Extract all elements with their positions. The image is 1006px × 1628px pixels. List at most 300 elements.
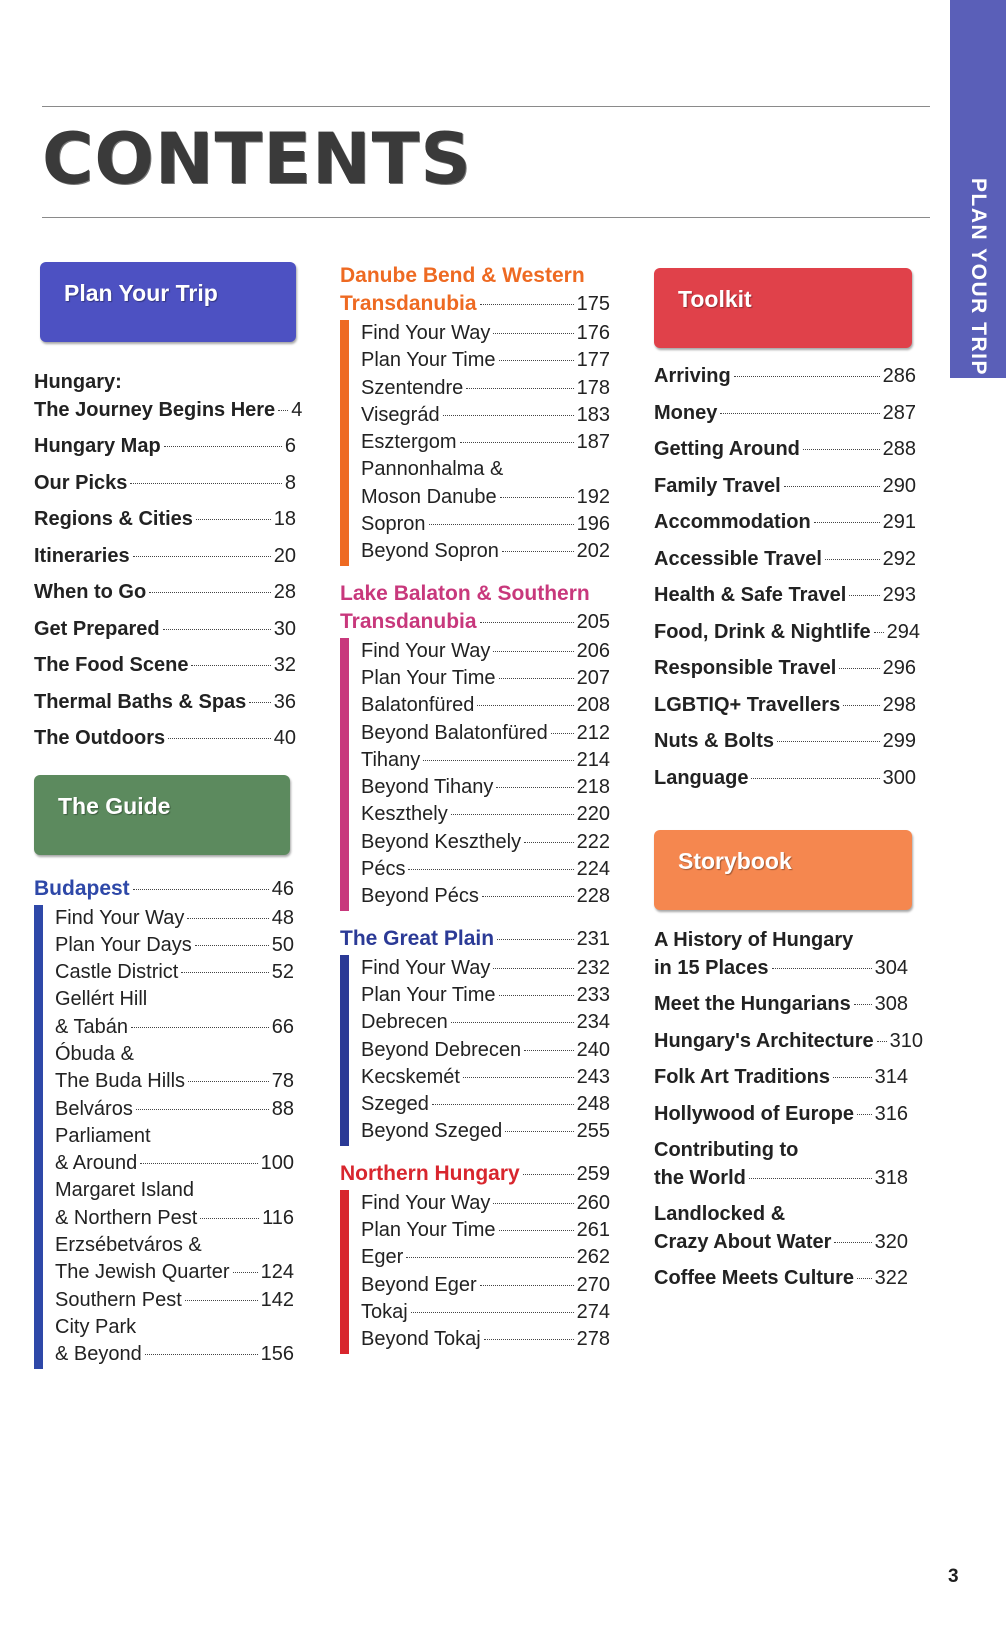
toc-entry[interactable]	[34, 542, 296, 579]
toc-entry[interactable]	[654, 399, 916, 436]
subsection-label: Southern Pest	[55, 1288, 182, 1311]
dot-leader	[751, 778, 879, 779]
dot-leader	[191, 665, 270, 666]
toc-entry[interactable]	[34, 578, 296, 615]
subsection-page: 243	[576, 1065, 610, 1088]
toc-entry[interactable]	[654, 926, 908, 982]
entry-page: 299	[882, 730, 916, 752]
subsection-page: 228	[576, 885, 610, 908]
toc-entry[interactable]	[654, 691, 916, 728]
subsection-page: 196	[576, 513, 610, 536]
dot-leader	[195, 945, 269, 946]
northern-hungary-section	[340, 1160, 610, 1354]
dot-leader	[493, 651, 573, 652]
entry-label: Meet the Hungarians	[654, 993, 851, 1015]
dot-leader	[451, 814, 574, 815]
subsection-list	[34, 905, 294, 1369]
subsection-page: 100	[260, 1152, 294, 1175]
subsection-page: 50	[271, 933, 294, 956]
entry-label: Our Picks	[34, 471, 128, 494]
entry-label: The Food Scene	[34, 654, 189, 676]
section-page: 259	[576, 1162, 610, 1185]
dot-leader	[499, 360, 574, 361]
subsection-page: 192	[576, 485, 610, 508]
entry-label: Arriving	[654, 365, 731, 387]
subsection-page: 88	[271, 1097, 294, 1120]
subsection-label: Castle District	[55, 961, 179, 984]
entry-label: Responsible Travel	[654, 657, 837, 679]
subsection-entry[interactable]	[361, 1326, 610, 1353]
side-tab-label: PLAN YOUR TRIP	[967, 178, 990, 376]
subsection-label: Tokaj	[361, 1300, 408, 1323]
section-title-line1: Lake Balaton & Southern	[340, 581, 590, 605]
dot-leader	[136, 1109, 269, 1110]
entry-label: Coffee Meets Culture	[654, 1267, 855, 1289]
entry-label-line1: Landlocked &	[654, 1203, 786, 1225]
subsection-entry[interactable]	[361, 955, 610, 982]
entry-label: Hungary's Architecture	[654, 1029, 874, 1052]
toc-entry[interactable]	[654, 990, 908, 1027]
subsection-list	[340, 320, 610, 566]
subsection-label: Beyond Tokaj	[361, 1328, 481, 1351]
subsection-page: 66	[271, 1015, 294, 1038]
subsection-page: 233	[576, 983, 610, 1006]
section-title-row	[34, 875, 294, 903]
dot-leader	[874, 632, 884, 633]
plan-list	[34, 368, 303, 761]
subsection-label-line1: Pannonhalma &	[361, 458, 504, 481]
subsection-entry[interactable]	[361, 511, 610, 538]
entry-page: 296	[882, 657, 916, 679]
subsection-label: Beyond Sopron	[361, 540, 499, 563]
subsection-page: 222	[576, 830, 610, 853]
entry-page: 310	[889, 1029, 924, 1052]
entry-label-line1: Contributing to	[654, 1139, 799, 1161]
subsection-entry[interactable]	[361, 484, 610, 511]
dot-leader	[140, 1163, 257, 1164]
entry-label: the World	[654, 1167, 746, 1189]
entry-label: Health & Safe Travel	[654, 584, 847, 606]
subsection-page: 274	[576, 1300, 610, 1323]
subsection-entry[interactable]	[361, 883, 610, 910]
entry-page: 30	[273, 617, 296, 640]
dot-leader	[466, 388, 573, 389]
subsection-entry[interactable]	[361, 1217, 610, 1244]
toc-entry[interactable]	[654, 1264, 908, 1301]
dot-leader	[720, 413, 879, 414]
subsection-entry[interactable]	[55, 1341, 294, 1368]
section-page: 46	[271, 877, 294, 900]
subsection-entry[interactable]	[55, 1068, 294, 1095]
entry-label: Accommodation	[654, 511, 811, 533]
entry-line2	[654, 1228, 908, 1256]
entry-page: 316	[874, 1102, 908, 1125]
subsection-label: Pécs	[361, 858, 406, 881]
dot-leader	[482, 896, 574, 897]
entry-label: The Outdoors	[34, 727, 166, 749]
dot-leader	[502, 551, 574, 552]
section-page: 175	[576, 293, 610, 315]
subsection-label: & Beyond	[55, 1343, 142, 1366]
subsection-label: Kecskemét	[361, 1065, 460, 1088]
dot-leader	[825, 559, 880, 560]
dot-leader	[484, 1339, 574, 1340]
section-title: The Great Plain	[340, 926, 495, 950]
subsection-label: Debrecen	[361, 1011, 448, 1034]
section-title-row	[340, 1160, 610, 1188]
subsection-list	[340, 638, 610, 911]
subsection-page: 124	[260, 1261, 294, 1284]
entry-page: 287	[882, 401, 916, 424]
dot-leader	[187, 918, 268, 919]
dot-leader	[524, 842, 574, 843]
subsection-label-line1: Parliament	[55, 1124, 151, 1147]
subsection-entry[interactable]	[361, 1064, 610, 1091]
dot-leader	[839, 668, 879, 669]
toc-entry[interactable]	[34, 432, 296, 469]
entry-label: When to Go	[34, 581, 147, 603]
entry-label: Hungary Map	[34, 435, 161, 457]
entry-page: 28	[273, 581, 296, 603]
title-rule	[42, 217, 930, 218]
dot-leader	[496, 787, 573, 788]
toc-entry[interactable]	[34, 651, 296, 688]
subsection-entry[interactable]	[55, 1205, 294, 1232]
subsection-page: 224	[576, 858, 610, 881]
subsection-label: Plan Your Time	[361, 666, 496, 689]
dot-leader	[843, 705, 879, 706]
dot-leader	[734, 376, 880, 377]
dot-leader	[784, 486, 880, 487]
entry-page: 292	[882, 547, 916, 570]
subsection-page: 178	[576, 376, 610, 399]
subsection-label: Eger	[361, 1246, 404, 1269]
subsection-entry[interactable]	[361, 1118, 610, 1145]
dot-leader	[857, 1278, 872, 1279]
subsection-label-line1: Erzsébetváros &	[55, 1234, 202, 1257]
subsection-label: Beyond Keszthely	[361, 830, 522, 853]
entry-page: 36	[273, 690, 296, 713]
subsection-entry[interactable]	[55, 932, 294, 959]
dot-leader	[164, 446, 282, 447]
subsection-label: Esztergom	[361, 431, 457, 454]
dot-leader	[188, 1081, 269, 1082]
subsection-page: 278	[576, 1328, 610, 1351]
subsection-page: 142	[260, 1288, 294, 1311]
subsection-label: Find Your Way	[361, 322, 491, 344]
dot-leader	[772, 968, 872, 969]
toc-entry[interactable]	[654, 727, 916, 764]
dot-leader	[145, 1354, 258, 1355]
toc-entry[interactable]	[34, 469, 296, 506]
guide-heading: The Guide	[58, 792, 171, 819]
dot-leader	[849, 595, 879, 596]
subsection-label-line1: Gellért Hill	[55, 988, 148, 1011]
dot-leader	[130, 483, 281, 484]
subsection-entry[interactable]	[361, 1037, 610, 1064]
entry-page: 294	[886, 620, 921, 643]
entry-page: 20	[273, 544, 296, 567]
subsection-entry[interactable]	[361, 1272, 610, 1299]
subsection-label: Beyond Szeged	[361, 1120, 503, 1143]
entry-label: Language	[654, 766, 749, 789]
dot-leader	[200, 1218, 259, 1219]
subsection-label: The Jewish Quarter	[55, 1261, 230, 1284]
toolkit-banner[interactable]	[654, 268, 912, 348]
subsection-entry[interactable]	[361, 720, 610, 747]
subsection-entry[interactable]	[361, 402, 610, 429]
section-title: Budapest	[34, 876, 130, 900]
dot-leader	[499, 995, 574, 996]
subsection-page: 261	[576, 1219, 610, 1242]
subsection-page: 212	[576, 721, 610, 744]
section-heading[interactable]	[34, 875, 294, 903]
subsection-entry[interactable]	[361, 801, 610, 828]
dot-leader	[131, 1027, 269, 1028]
dot-leader	[777, 741, 880, 742]
entry-page: 6	[284, 435, 296, 457]
subsection-entry[interactable]	[361, 1299, 610, 1326]
subsection-label: Plan Your Days	[55, 933, 192, 956]
dot-leader	[181, 972, 268, 973]
subsection-page: 78	[271, 1070, 294, 1093]
entry-label: The Journey Begins Here	[34, 399, 276, 421]
dot-leader	[749, 1178, 872, 1179]
subsection-page: 234	[576, 1011, 610, 1034]
dot-leader	[551, 733, 574, 734]
subsection-page: 218	[576, 776, 610, 799]
toc-entry[interactable]	[654, 1136, 908, 1192]
storybook-heading: Storybook	[678, 848, 792, 874]
subsection-label-line1: Margaret Island	[55, 1179, 194, 1202]
subsection-entry[interactable]	[55, 1150, 294, 1177]
dot-leader	[406, 1257, 573, 1258]
great-plain-section	[340, 925, 610, 1146]
subsection-label: Sopron	[361, 513, 426, 536]
dot-leader	[524, 1050, 574, 1051]
budapest-section	[34, 875, 294, 1369]
subsection-page: 176	[576, 322, 610, 344]
toc-entry[interactable]	[34, 368, 303, 424]
subsection-page: 214	[576, 748, 610, 771]
entry-line2	[654, 954, 908, 982]
subsection-label: Beyond Eger	[361, 1273, 477, 1296]
subsection-page: 202	[576, 540, 610, 563]
toc-entry[interactable]	[654, 764, 916, 801]
subsection-entry[interactable]	[361, 1190, 610, 1217]
section-title-row	[340, 290, 610, 318]
toc-entry[interactable]	[654, 1100, 908, 1137]
dot-leader	[463, 1077, 574, 1078]
dot-leader	[834, 1242, 871, 1243]
subsection-page: 220	[576, 803, 610, 826]
subsection-entry[interactable]	[361, 982, 610, 1009]
dot-leader	[185, 1300, 258, 1301]
entry-label: Getting Around	[654, 438, 800, 460]
dot-leader	[877, 1041, 887, 1042]
subsection-label: Plan Your Time	[361, 349, 496, 372]
entry-label: Regions & Cities	[34, 508, 193, 530]
subsection-label: The Buda Hills	[55, 1070, 186, 1093]
dot-leader	[423, 760, 573, 761]
dot-leader	[480, 304, 574, 305]
entry-page: 286	[882, 365, 916, 387]
storybook-banner[interactable]	[654, 830, 912, 910]
subsection-entry[interactable]	[361, 320, 610, 347]
toc-entry[interactable]	[654, 1200, 908, 1256]
subsection-page: 187	[576, 431, 610, 454]
section-heading[interactable]	[340, 580, 610, 636]
dot-leader	[480, 622, 574, 623]
toc-entry[interactable]	[654, 472, 916, 509]
subsection-page: 232	[576, 956, 610, 979]
toc-entry[interactable]	[34, 505, 296, 542]
subsection-entry[interactable]	[361, 638, 610, 665]
subsection-entry[interactable]	[361, 1009, 610, 1036]
subsection-entry[interactable]	[361, 538, 610, 565]
subsection-label: Keszthely	[361, 803, 448, 826]
dot-leader	[854, 1004, 872, 1005]
dot-leader	[500, 497, 574, 498]
entry-page: 318	[874, 1167, 908, 1189]
section-heading[interactable]	[340, 262, 610, 318]
entry-page: 4	[291, 399, 303, 421]
dot-leader	[149, 592, 271, 593]
subsection-label: Szeged	[361, 1093, 429, 1116]
subsection-entry[interactable]	[361, 347, 610, 374]
middle-column	[340, 262, 610, 1354]
subsection-entry[interactable]	[55, 959, 294, 986]
subsection-page: 177	[576, 349, 610, 372]
dot-leader	[493, 1203, 573, 1204]
subsection-label: Visegrád	[361, 403, 440, 426]
subsection-page: 240	[576, 1038, 610, 1061]
subsection-page: 52	[271, 961, 294, 984]
dot-leader	[233, 1272, 258, 1273]
section-heading[interactable]	[340, 925, 610, 953]
section-heading[interactable]	[340, 1160, 610, 1188]
entry-label: Food, Drink & Nightlife	[654, 620, 871, 643]
the-guide-banner[interactable]	[34, 775, 290, 855]
dot-leader	[803, 449, 880, 450]
entry-label: Family Travel	[654, 474, 781, 497]
subsection-entry[interactable]	[55, 1287, 294, 1314]
toc-entry[interactable]	[654, 362, 916, 399]
entry-label: Folk Art Traditions	[654, 1066, 830, 1088]
subsection-entry[interactable]	[55, 1259, 294, 1286]
subsection-label: Plan Your Time	[361, 983, 496, 1006]
subsection-entry[interactable]	[55, 905, 294, 932]
dot-leader	[814, 522, 880, 523]
plan-heading: Plan Your Trip	[64, 280, 218, 306]
subsection-entry[interactable]	[361, 1244, 610, 1271]
toc-entry[interactable]	[654, 545, 916, 582]
side-tab	[950, 0, 1006, 378]
subsection-entry[interactable]	[361, 665, 610, 692]
plan-your-trip-banner[interactable]	[40, 262, 296, 342]
subsection-label: Moson Danube	[361, 485, 497, 508]
subsection-entry[interactable]	[361, 692, 610, 719]
subsection-entry[interactable]	[361, 375, 610, 402]
right-column	[654, 268, 924, 1301]
subsection-page: 183	[576, 403, 610, 426]
subsection-entry[interactable]	[55, 1014, 294, 1041]
toc-entry[interactable]	[34, 724, 296, 761]
subsection-label: & Around	[55, 1152, 138, 1175]
subsection-list	[340, 1190, 610, 1354]
dot-leader	[477, 705, 573, 706]
entry-page: 314	[874, 1066, 908, 1088]
subsection-entry[interactable]	[361, 1091, 610, 1118]
toc-entry[interactable]	[34, 615, 296, 652]
entry-page: 18	[273, 508, 296, 530]
left-column	[34, 262, 304, 1369]
subsection-page: 208	[576, 694, 610, 717]
toc-entry[interactable]	[654, 1027, 924, 1064]
section-title: Northern Hungary	[340, 1161, 520, 1185]
entry-line2	[654, 1164, 908, 1192]
toc-entry[interactable]	[654, 508, 916, 545]
subsection-page: 260	[576, 1191, 610, 1214]
section-title-row	[340, 608, 610, 636]
dot-leader	[493, 968, 573, 969]
subsection-label-line1: City Park	[55, 1315, 137, 1338]
subsection-label: Find Your Way	[361, 956, 491, 979]
toc-entry[interactable]	[654, 654, 916, 691]
dot-leader	[278, 410, 288, 411]
entry-page: 304	[874, 957, 908, 979]
subsection-entry[interactable]	[361, 856, 610, 883]
subsection-entry[interactable]	[361, 747, 610, 774]
subsection-entry[interactable]	[55, 1096, 294, 1123]
subsection-page: 262	[576, 1246, 610, 1269]
dot-leader	[480, 1285, 574, 1286]
subsection-list	[340, 955, 610, 1146]
entry-label-line1: Hungary:	[34, 371, 122, 393]
subsection-entry[interactable]	[361, 429, 610, 456]
toc-entry[interactable]	[654, 581, 916, 618]
subsection-entry[interactable]	[361, 774, 610, 801]
subsection-page: 48	[271, 906, 294, 929]
toc-entry[interactable]	[654, 435, 916, 472]
subsection-label: Beyond Tihany	[361, 776, 494, 799]
section-title-row	[340, 925, 610, 953]
toc-entry[interactable]	[654, 618, 921, 655]
page-title: CONTENTS	[42, 118, 472, 200]
entry-page: 308	[874, 993, 908, 1015]
toc-entry[interactable]	[34, 688, 296, 725]
entry-label: Itineraries	[34, 544, 130, 567]
top-rule	[42, 106, 930, 107]
subsection-entry[interactable]	[361, 829, 610, 856]
subsection-label: Beyond Pécs	[361, 885, 479, 908]
entry-label: Thermal Baths & Spas	[34, 690, 247, 713]
toolkit-heading: Toolkit	[678, 286, 752, 312]
subsection-label: Find Your Way	[361, 639, 491, 662]
toc-entry[interactable]	[654, 1063, 908, 1100]
subsection-label: Beyond Debrecen	[361, 1038, 522, 1061]
entry-label: LGBTIQ+ Travellers	[654, 693, 841, 716]
subsection-page: 206	[576, 639, 610, 662]
dot-leader	[411, 1312, 574, 1313]
danube-section	[340, 262, 610, 566]
subsection-label: Tihany	[361, 748, 421, 771]
dot-leader	[168, 738, 271, 739]
subsection-label: Find Your Way	[361, 1191, 491, 1214]
entry-page: 8	[284, 471, 296, 494]
toolkit-list	[654, 362, 921, 800]
dot-leader	[249, 702, 270, 703]
